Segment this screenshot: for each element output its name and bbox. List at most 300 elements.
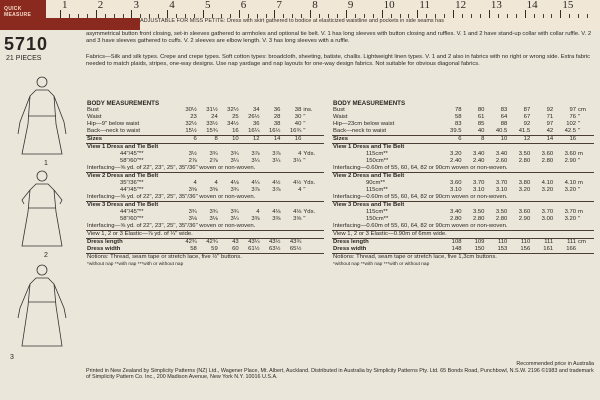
view-1-drawing xyxy=(8,74,78,164)
table-row xyxy=(86,144,324,152)
value-cell: 92 xyxy=(546,107,554,113)
unit-cell: m xyxy=(578,151,583,157)
yardage-cell: 4 xyxy=(214,180,218,186)
footnote: *without nap **with nap ***with or without nap xyxy=(87,262,184,267)
width-cell: 166 xyxy=(566,246,577,252)
yardage-cell: 4.10 xyxy=(564,180,577,186)
table-row xyxy=(86,246,324,254)
ruler-number: 4 xyxy=(169,0,175,11)
recommended-price-label: Recommended price in Australia xyxy=(516,361,594,367)
unit-cell: " xyxy=(303,158,306,164)
unit-cell: Yds. xyxy=(303,180,316,186)
value-cell: 16¼ xyxy=(248,128,260,134)
view-title: View 3 Dress and Tie Belt xyxy=(86,202,324,210)
table-row xyxy=(332,114,594,121)
length-cell: 108 xyxy=(440,239,463,247)
length-cell: 43½ xyxy=(261,239,282,247)
yardage-cell: 3.80 xyxy=(518,180,531,186)
yardage-cell: 3⅛ xyxy=(188,216,197,222)
elastic-note: View 1, 2 or 3 Elastic—0.90m of 6mm wide. xyxy=(332,231,594,239)
section-title: BODY MEASUREMENTS xyxy=(87,100,160,107)
length-cell: 43¾ xyxy=(281,239,302,247)
table-row xyxy=(332,231,594,239)
table-row xyxy=(86,151,324,158)
yardage-cell: 3.40 xyxy=(450,209,462,215)
fabric-width: 44"/45"** xyxy=(120,151,144,157)
unit-cell: " xyxy=(303,187,306,193)
interfacing-note: Interfacing—⅝ yd. of 22", 23", 25", 35"/36" woven or non-woven. xyxy=(87,194,256,200)
row-label: Waist xyxy=(333,114,348,120)
unit-cell: " xyxy=(578,216,581,222)
table-row xyxy=(332,128,594,136)
ruler-number: 2 xyxy=(97,0,104,11)
yardage-cell: 3⅝ xyxy=(293,216,302,222)
yardage-cell: 4¼ xyxy=(251,180,260,186)
ruler-minor-tick xyxy=(87,14,88,18)
table-row xyxy=(86,254,324,262)
size-cell: 8 xyxy=(463,136,486,144)
notions: Notions: Thread, seam tape or stretch lace, five ½" buttons. xyxy=(86,254,324,262)
unit-cell: " xyxy=(578,128,581,134)
value-cell: 83 xyxy=(454,121,462,127)
length-label: Dress length xyxy=(332,239,440,247)
yardage-cell: 3.20 xyxy=(450,151,462,157)
size-cell: 10 xyxy=(485,136,508,144)
table-row xyxy=(86,209,324,216)
row-label: Waist xyxy=(87,114,102,120)
yardage-cell: 3.70 xyxy=(564,209,577,215)
yardage-cell: 3.60 xyxy=(518,209,531,215)
yardage-cell: 3.70 xyxy=(495,180,508,186)
yardage-cell: 3⅞ xyxy=(272,187,281,193)
section-title: BODY MEASUREMENTS xyxy=(333,100,406,107)
yardage-cell: 2.80 xyxy=(450,216,462,222)
width-label: Dress width xyxy=(333,246,367,252)
ruler-number: 15 xyxy=(562,0,574,11)
table-row xyxy=(86,194,324,202)
value-cell: 33½ xyxy=(206,121,218,127)
yardage-cell: 3¼ xyxy=(272,158,281,164)
value-cell: 36 xyxy=(252,121,260,127)
ruler-scale xyxy=(46,0,600,18)
yardage-cell: 4⅛ xyxy=(230,180,239,186)
yardage-cell: 2.90 xyxy=(518,216,531,222)
yardage-cell: 3.50 xyxy=(472,209,485,215)
length-cell: 43¼ xyxy=(240,239,261,247)
yardage-cell: 4 xyxy=(193,180,197,186)
table-row xyxy=(332,121,594,128)
fabric-width: 90cm** xyxy=(366,180,385,186)
value-cell: 71 xyxy=(546,114,554,120)
yardage-cell: 4⅛ xyxy=(272,209,281,215)
table-row xyxy=(332,165,594,173)
metric-chart xyxy=(332,100,594,268)
yardage-cell: 3.40 xyxy=(495,151,508,157)
interfacing-note: Interfacing—0.60m of 55, 60, 64, 82 or 90cm woven or non-woven. xyxy=(333,165,508,171)
yardage-cell: 3¾ xyxy=(188,209,197,215)
table-row xyxy=(332,158,594,165)
row-label: Hip—9" below waist xyxy=(87,121,140,127)
yardage-cell: 3¾ xyxy=(230,209,239,215)
yardage-cell: 3.70 xyxy=(541,209,554,215)
yardage-cell: 3.60 xyxy=(564,151,577,157)
value-cell: 32½ xyxy=(227,107,239,113)
value-cell: 25 xyxy=(232,114,239,120)
value-cell: 15½ xyxy=(185,128,197,134)
description-line: ADJUSTABLE FOR MISS PETITE: Dress with skirt gathered to bodice at elasticized waistline and pockets in side seams has xyxy=(140,18,600,30)
unit-cell: " xyxy=(578,158,581,164)
fabric-width: 150cm** xyxy=(366,158,389,164)
value-cell: 36 xyxy=(273,107,281,113)
view-title: View 2 Dress and Tie Belt xyxy=(86,173,324,181)
table-row xyxy=(332,151,594,158)
yardage-cell: 3½ xyxy=(188,151,197,157)
view-title: View 3 Dress and Tie Belt xyxy=(332,202,594,210)
yardage-cell: 3¼ xyxy=(293,158,302,164)
length-cell: 42¾ xyxy=(177,239,198,247)
table-row xyxy=(332,239,594,247)
yardage-cell: 2.80 xyxy=(495,216,508,222)
view-title: View 2 Dress and Tie Belt xyxy=(332,173,594,181)
imperial-table xyxy=(86,100,324,268)
yardage-cell: 3.60 xyxy=(450,180,462,186)
ruler-minor-tick xyxy=(105,14,106,18)
pattern-number: 5710 xyxy=(4,34,49,54)
yardage-cell: 2.80 xyxy=(541,158,554,164)
unit-cell: m xyxy=(578,209,583,215)
length-cell: 43 xyxy=(219,239,240,247)
length-label: Dress length xyxy=(86,239,177,247)
yardage-cell: 3¾ xyxy=(230,187,239,193)
size-cell: 12 xyxy=(508,136,531,144)
ruler-tick xyxy=(60,10,61,18)
ruler-tick xyxy=(203,10,204,18)
figure-number-3: 3 xyxy=(10,354,14,361)
table-row xyxy=(332,246,594,254)
ruler-number: 11 xyxy=(419,0,430,11)
value-cell: 30 xyxy=(294,114,302,120)
yardage-cell: 3⅝ xyxy=(209,187,218,193)
fabric-width: 150cm** xyxy=(366,216,389,222)
yardage-cell: 4⅛ xyxy=(293,209,302,215)
value-cell: 40.5 xyxy=(495,128,508,134)
table-row xyxy=(86,231,324,239)
width-cell: 65½ xyxy=(289,246,302,252)
value-cell: 92 xyxy=(523,121,531,127)
row-label: Bust xyxy=(87,107,99,113)
yardage-cell: 2.90 xyxy=(564,158,577,164)
notions: Notions: Thread, seam tape or stretch lace, five 1,3cm buttons. xyxy=(332,254,594,262)
value-cell: 30½ xyxy=(185,107,197,113)
table-row xyxy=(332,136,594,144)
width-cell: 58 xyxy=(190,246,197,252)
size-cell: 16 xyxy=(554,136,577,144)
ruler-tick xyxy=(96,10,97,18)
interfacing-note: Interfacing—⅝ yd. of 22", 23", 25", 35"/36" woven or non-woven. xyxy=(87,223,256,229)
value-cell: 58 xyxy=(454,114,462,120)
table-row xyxy=(86,128,324,136)
unit-cell xyxy=(577,246,594,254)
unit-cell: " xyxy=(303,114,306,120)
unit-cell: ins. xyxy=(303,107,313,113)
fabric-width: 58"/60"** xyxy=(120,158,144,164)
yardage-cell: 2.80 xyxy=(518,158,531,164)
ruler-tick xyxy=(239,10,240,18)
yardage-cell: 3⅝ xyxy=(188,187,197,193)
view-title: View 1 Dress and Tie Belt xyxy=(86,144,324,152)
yardage-cell: 3.50 xyxy=(495,209,508,215)
printer-info-text: Printed in New Zealand by Simplicity Patterns (NZ) Ltd., Wagener Place, Mt. Albert, Auckland. Distributed in Australia by Simplicity Patterns Pty. Ltd. 65 Bonds Road, Punchbowl, N.S.W. 2196 ©1983 and trademark of Simplicity Pattern Co. Inc., 200 Madison Avenue, New York N.Y. 10016 U.S.A. xyxy=(86,368,594,381)
ruler-number: 7 xyxy=(276,0,282,11)
value-cell: 97 xyxy=(569,107,577,113)
value-cell: 42 xyxy=(546,128,554,134)
length-cell: 110 xyxy=(485,239,508,247)
table-row xyxy=(332,202,594,210)
pieces-count: 21 PIECES xyxy=(6,55,42,62)
yardage-cell: 3¾ xyxy=(209,151,218,157)
footnote: *without nap **with nap ***with or without nap xyxy=(333,262,430,267)
table-row xyxy=(86,187,324,194)
size-cell: 14 xyxy=(531,136,554,144)
table-row xyxy=(332,144,594,152)
row-label: Hip—23cm below waist xyxy=(333,121,395,127)
value-cell: 88 xyxy=(500,121,508,127)
yardage-cell: 3⅞ xyxy=(272,151,281,157)
length-cell: 109 xyxy=(463,239,486,247)
unit-cell xyxy=(302,239,324,247)
yardage-cell: 3.50 xyxy=(518,151,531,157)
ruler-number: 9 xyxy=(347,0,354,11)
quick-measure-ruler xyxy=(0,0,600,30)
yardage-cell: 3¼ xyxy=(230,158,239,164)
table-row xyxy=(86,261,324,268)
value-cell: 41.5 xyxy=(518,128,531,134)
unit-cell: " xyxy=(303,121,306,127)
unit-cell: cm xyxy=(577,239,594,247)
table-row xyxy=(86,136,324,144)
ruler-number: 12 xyxy=(455,0,467,11)
row-label: Back—neck to waist xyxy=(333,128,387,134)
table-row xyxy=(332,254,594,262)
ruler-number: 3 xyxy=(133,0,139,11)
ruler-tick xyxy=(131,10,132,18)
size-cell: 10 xyxy=(219,136,240,144)
ruler-minor-tick xyxy=(78,14,79,18)
value-cell: 23 xyxy=(190,114,197,120)
yardage-cell: 3¾ xyxy=(209,209,218,215)
ruler-minor-tick xyxy=(114,14,115,18)
yardage-cell: 2.40 xyxy=(472,158,485,164)
ruler-tick xyxy=(560,10,561,18)
value-cell: 16¾ xyxy=(289,128,302,134)
yardage-cell: 3.10 xyxy=(495,187,508,193)
table-row xyxy=(86,114,324,121)
ruler-number: 5 xyxy=(204,0,211,11)
ruler-tick xyxy=(167,10,168,18)
yardage-cell: 2⅞ xyxy=(209,158,218,164)
fabric-width: 115cm** xyxy=(366,187,388,193)
ruler-label: QUICK MEASURE xyxy=(4,6,32,18)
table-row xyxy=(332,173,594,181)
value-cell: 97 xyxy=(546,121,554,127)
value-cell: 31½ xyxy=(206,107,218,113)
printer-info xyxy=(86,361,594,381)
interfacing-note: Interfacing—⅝ yd. of 22", 23", 25", 35"/36" woven or non-woven. xyxy=(87,165,256,171)
size-cell: 6 xyxy=(440,136,463,144)
elastic-note: View 1, 2 or 3 Elastic—⅞ yd. of ¼" wide. xyxy=(86,231,324,239)
yardage-cell: 4½ xyxy=(293,180,302,186)
length-cell: 42¾ xyxy=(198,239,219,247)
unit-cell xyxy=(302,246,324,254)
width-cell: 60 xyxy=(232,246,239,252)
fabric-width: 115cm** xyxy=(366,209,388,215)
yardage-cell: 3.10 xyxy=(472,187,485,193)
value-cell: 32½ xyxy=(185,121,197,127)
value-cell: 76 xyxy=(569,114,577,120)
value-cell: 28 xyxy=(273,114,281,120)
yardage-cell: 3¼ xyxy=(230,216,239,222)
width-cell: 153 xyxy=(497,246,508,252)
size-cell: 6 xyxy=(177,136,198,144)
value-cell: 39.5 xyxy=(450,128,462,134)
yardage-cell: 3⅛ xyxy=(209,216,218,222)
unit-cell: Yds. xyxy=(303,151,316,157)
value-cell: 83 xyxy=(500,107,508,113)
unit-cell: Yds. xyxy=(303,209,316,215)
unit-cell: " xyxy=(578,114,581,120)
ruler-number: 14 xyxy=(526,0,538,11)
unit-cell: cm xyxy=(578,107,586,113)
interfacing-note: Interfacing—0.60m of 55, 60, 64, 82 or 90cm woven or non-woven. xyxy=(333,194,508,200)
sizes-label: Sizes xyxy=(332,136,440,144)
yardage-cell: 3⅜ xyxy=(272,216,281,222)
table-row xyxy=(332,261,594,268)
length-cell: 111 xyxy=(531,239,554,247)
width-cell: 61½ xyxy=(248,246,260,252)
sizes-label: Sizes xyxy=(86,136,177,144)
table-row xyxy=(86,158,324,165)
metric-table xyxy=(332,100,594,268)
value-cell: 85 xyxy=(477,121,485,127)
table-row xyxy=(332,209,594,216)
intro-paragraph: asymmetrical button front closing, set-in sleeves gathered to armholes and optional tie belt. V. 1 has long sleeves with button closing and ruffles. V. 1 and 2 have stand-up collar with collar ruffle. V. 2 and 3 have sleeves gathered to cuffs. V. 2 sleeves are elbow length. V. 3 has long sleeves with a ruffle. xyxy=(86,31,592,45)
figure-number-1: 1 xyxy=(44,160,48,167)
fabric-width: 115cm** xyxy=(366,151,388,157)
yardage-cell: 3.20 xyxy=(518,187,531,193)
yardage-cell: 4 xyxy=(256,209,260,215)
ruler-number: 10 xyxy=(383,0,395,11)
yardage-cell: 3⅜ xyxy=(251,216,260,222)
value-cell: 80 xyxy=(477,107,485,113)
unit-cell xyxy=(577,136,594,144)
view-3-drawing xyxy=(8,262,78,354)
yardage-cell: 3¾ xyxy=(230,151,239,157)
unit-cell: " xyxy=(303,128,306,134)
width-cell: 161 xyxy=(543,246,554,252)
intro-text xyxy=(86,31,594,46)
unit-cell: m xyxy=(578,180,583,186)
ruler-tick xyxy=(489,10,490,18)
ruler-number: 6 xyxy=(240,0,247,11)
size-cell: 14 xyxy=(261,136,282,144)
width-cell: 63½ xyxy=(268,246,281,252)
imperial-chart xyxy=(86,100,324,268)
value-cell: 67 xyxy=(523,114,531,120)
value-cell: 38 xyxy=(273,121,281,127)
value-cell: 87 xyxy=(523,107,531,113)
size-cell: 12 xyxy=(240,136,261,144)
yardage-cell: 2⅞ xyxy=(188,158,197,164)
table-row xyxy=(86,202,324,210)
yardage-cell: 2.40 xyxy=(450,158,462,164)
size-cell: 16 xyxy=(281,136,302,144)
view-title: View 1 Dress and Tie Belt xyxy=(332,144,594,152)
length-cell: 110 xyxy=(508,239,531,247)
yardage-cell: 4 xyxy=(298,151,302,157)
table-row xyxy=(86,173,324,181)
ruler-tick xyxy=(417,10,418,18)
yardage-cell: 3.20 xyxy=(541,187,554,193)
yardage-cell: 3⅞ xyxy=(251,151,260,157)
table-row xyxy=(86,100,324,107)
length-cell: 111 xyxy=(554,239,577,247)
view-2-drawing xyxy=(8,168,78,254)
value-cell: 16½ xyxy=(268,128,281,134)
table-row xyxy=(332,180,594,187)
table-row xyxy=(332,100,594,107)
yardage-cell: 3.40 xyxy=(472,151,485,157)
ruler-number: 13 xyxy=(490,0,502,11)
fabric-width: 35"/36"** xyxy=(120,180,144,186)
width-cell: 59 xyxy=(211,246,218,252)
ruler-tick xyxy=(525,10,526,18)
unit-cell xyxy=(302,136,324,144)
yardage-cell: 3.10 xyxy=(450,187,462,193)
yardage-cell: 4.10 xyxy=(541,180,554,186)
ruler-tick xyxy=(382,10,383,18)
ruler-tick xyxy=(310,10,311,18)
value-cell: 26½ xyxy=(248,114,260,120)
value-cell: 24 xyxy=(211,114,218,120)
yardage-cell: 3⅞ xyxy=(251,187,260,193)
yardage-cell: 3.60 xyxy=(541,151,554,157)
yardage-cell: 3.00 xyxy=(541,216,554,222)
width-cell: 150 xyxy=(474,246,485,252)
fabric-width: 58"/60"** xyxy=(120,216,144,222)
value-cell: 16 xyxy=(232,128,239,134)
yardage-cell: 3.20 xyxy=(564,187,577,193)
yardage-cell: 2.80 xyxy=(472,216,485,222)
table-row xyxy=(86,180,324,187)
table-row xyxy=(332,107,594,114)
ruler-number: 8 xyxy=(312,0,318,11)
table-row xyxy=(332,216,594,223)
value-cell: 42.5 xyxy=(564,128,577,134)
value-cell: 38 xyxy=(294,107,302,113)
value-cell: 64 xyxy=(500,114,508,120)
fabric-width: 44"/45"** xyxy=(120,209,144,215)
table-row xyxy=(332,194,594,202)
ruler-tick xyxy=(453,10,454,18)
table-row xyxy=(86,107,324,114)
yardage-cell: 3¼ xyxy=(251,158,260,164)
yardage-cell: 3.20 xyxy=(564,216,577,222)
interfacing-note: Interfacing—0.60m of 55, 60, 64, 82 or 90cm woven or non-woven. xyxy=(333,223,508,229)
width-cell: 148 xyxy=(451,246,462,252)
table-row xyxy=(86,223,324,231)
size-cell: 8 xyxy=(198,136,219,144)
table-row xyxy=(86,239,324,247)
